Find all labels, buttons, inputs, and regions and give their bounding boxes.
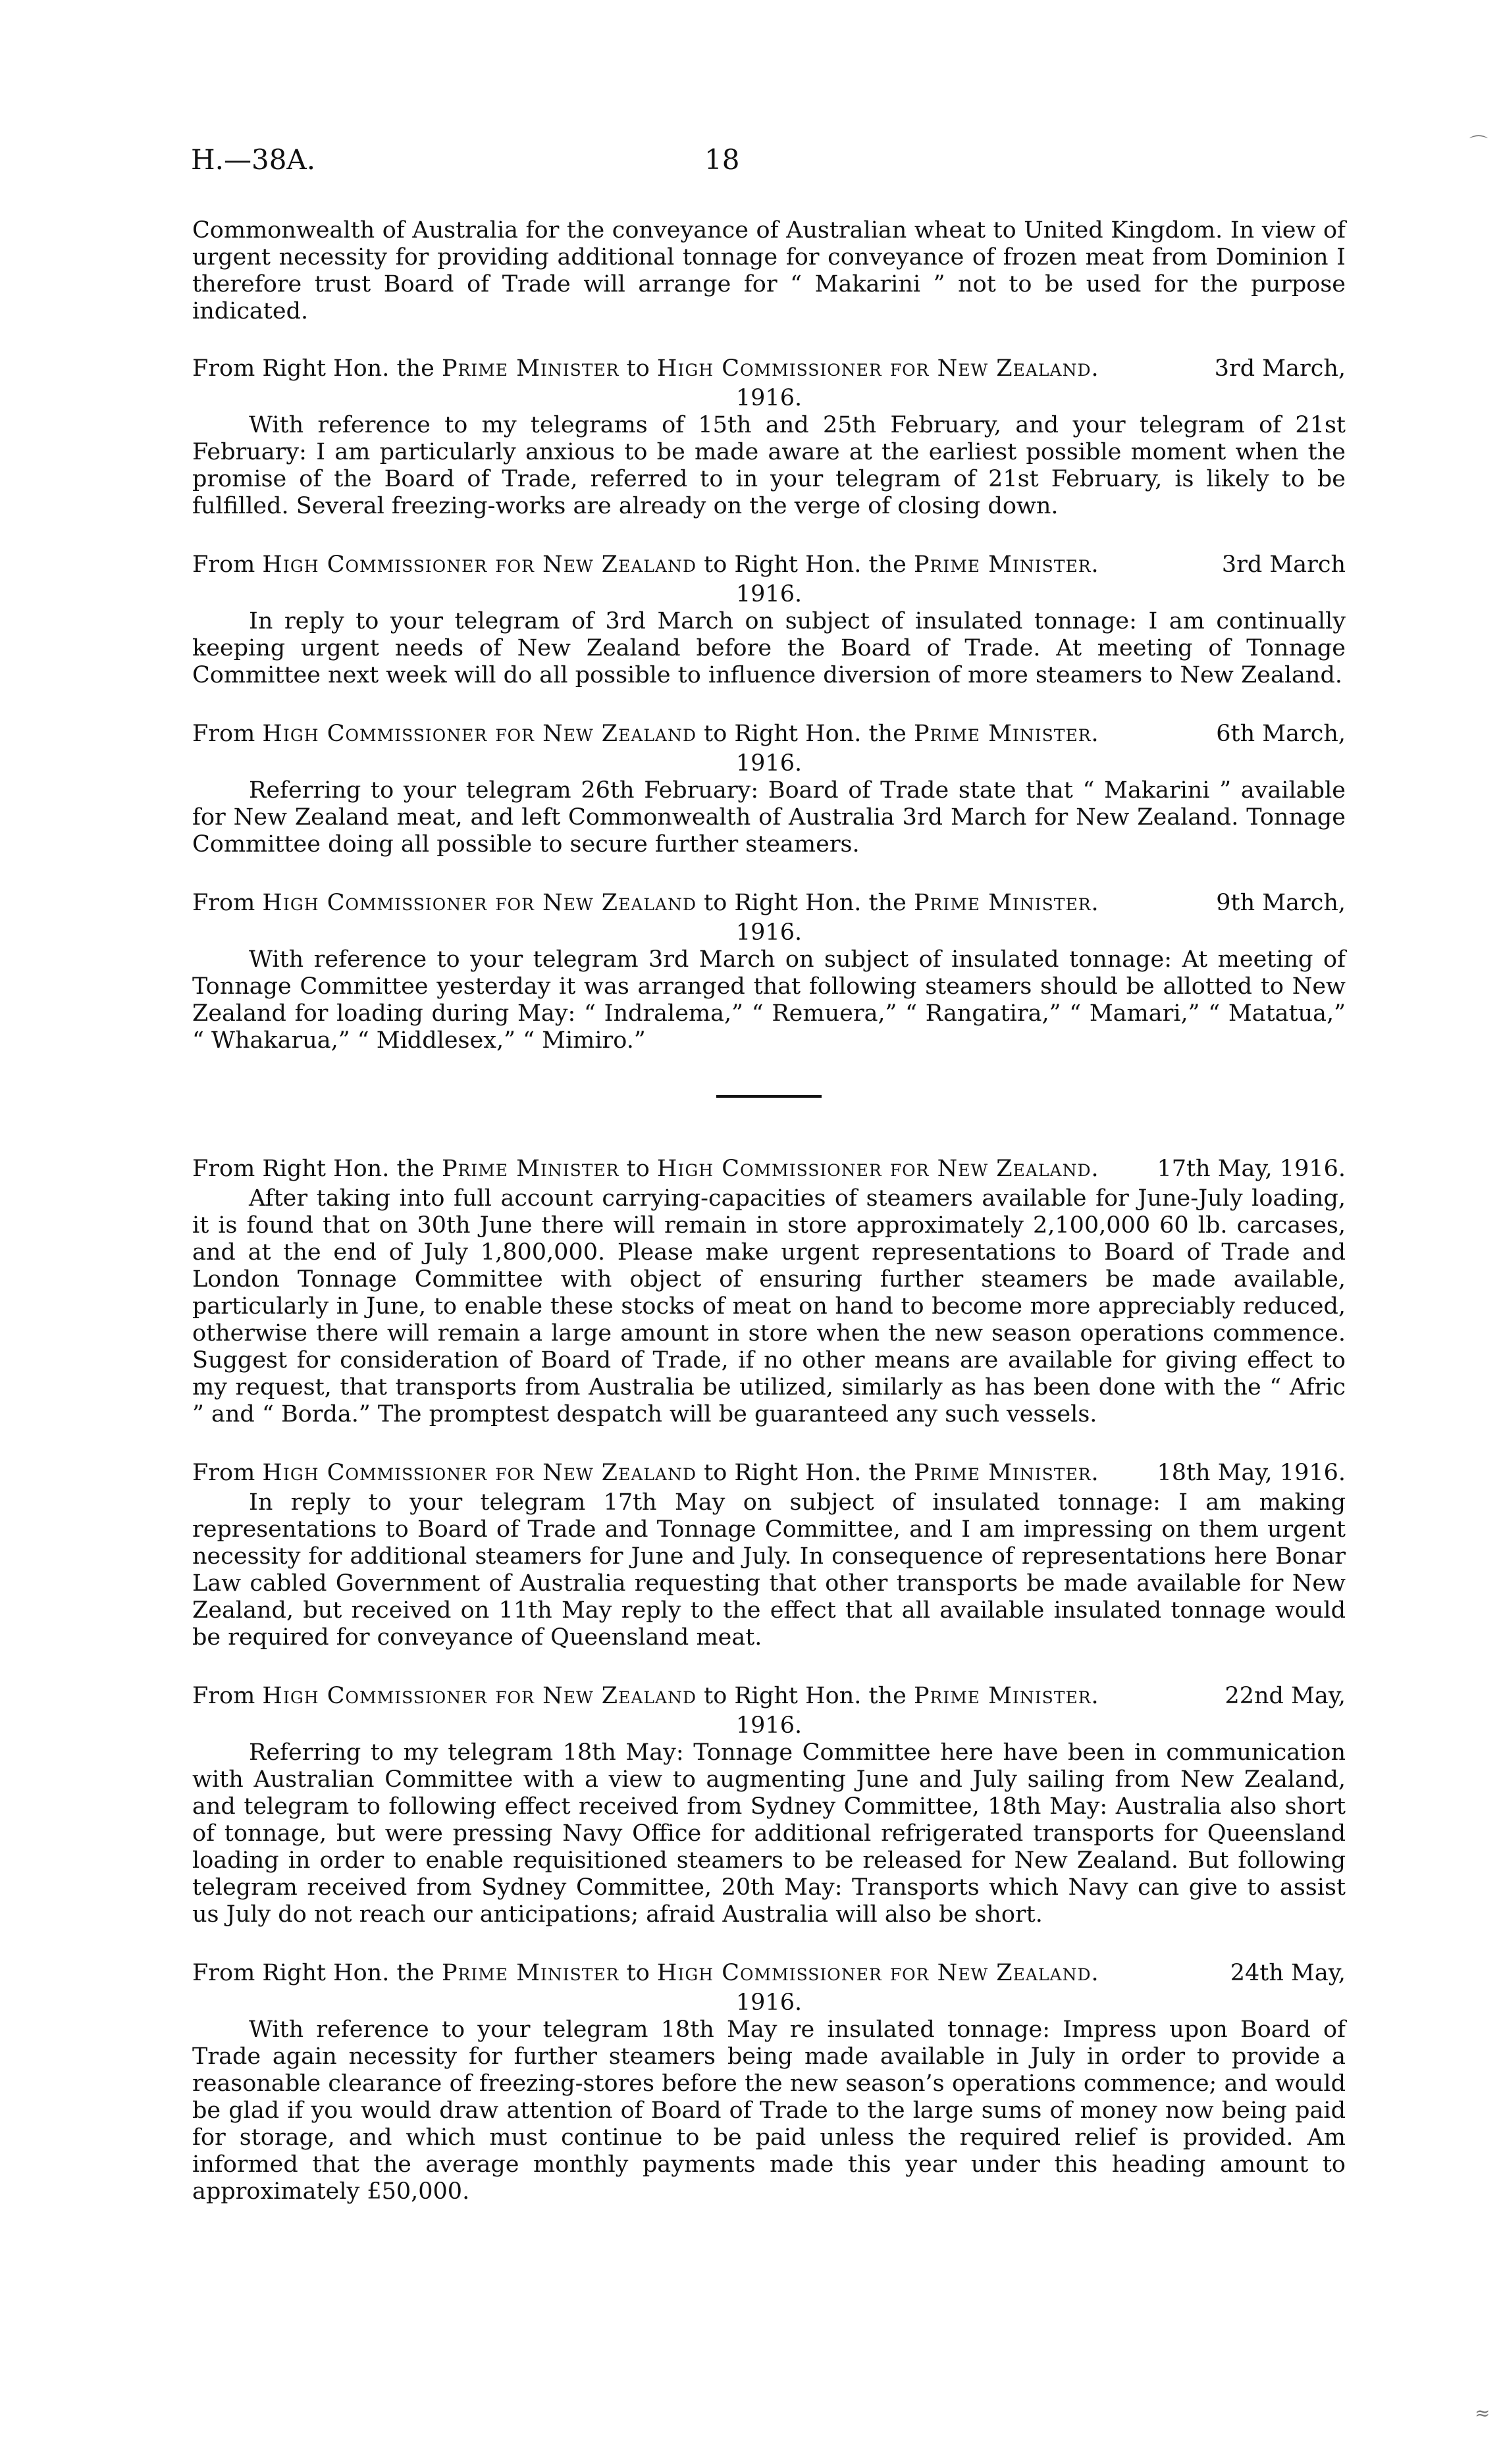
telegram-body: With reference to your telegram 3rd March on subject of insulated tonnage: At meeting of Tonnage Committee yesterday it was arranged that following steamers should be allotted to New Zealand for loading during May: “ Indralema,” “ Remuera,” “ Rangatira,” “ Mamari,” “ Matatua,” “ Whakarua,” “ Middlesex,” “ Mimiro.”	[192, 946, 1346, 1054]
telegram-body: With reference to my telegrams of 15th and 25th February, and your telegram of 21st February: I am particularly anxious to be made aware at the earliest possible moment when the promise of the Board of Trade, referred to in your telegram of 21st February, is likely to be fulfilled. Several freezing-works are already on the verge of closing down.	[192, 412, 1346, 519]
telegram-date: 17th May, 1916.	[1157, 1156, 1346, 1182]
telegram-header: From High Commissioner for New Zealand to Right Hon. the Prime Minister. 6th March,	[192, 721, 1346, 747]
telegram-4	[192, 890, 1346, 1054]
document-body	[192, 217, 1346, 2237]
telegram-1	[192, 355, 1346, 520]
telegram-date: 3rd March,	[1214, 355, 1346, 382]
telegram-year: 1916.	[735, 750, 803, 777]
intro-paragraph: Commonwealth of Australia for the conveyance of Australian wheat to United Kingdom. In view of urgent necessity for providing additional tonnage for conveyance of frozen meat from Dominion I therefore trust Board of Trade will arrange for “ Makarini ” not to be used for the purpose indicated.	[192, 217, 1346, 324]
margin-mark: ≈	[1475, 2402, 1490, 2424]
telegram-date: 3rd March	[1221, 552, 1346, 578]
telegram-body: In reply to your telegram 17th May on subject of insulated tonnage: I am making representations to Board of Trade and Tonnage Committee, and I am impressing on them urgent necessity for additional steamers for June and July. In consequence of representations here Bonar Law cabled Government of Australia requesting that other transports be made available for New Zealand, but received on 11th May reply to the effect that all available insulated tonnage would be required for conveyance of Queensland meat.	[192, 1489, 1346, 1651]
telegram-year: 1916.	[735, 1712, 803, 1739]
telegram-6	[192, 1460, 1346, 1651]
margin-mark: ⌒	[1469, 134, 1488, 155]
telegram-body: With reference to your telegram 18th May re insulated tonnage: Impress upon Board of Trade again necessity for further steamers being made available in July in order to provide a reasonable clearance of freezing-stores before the new season’s operations commence; and would be glad if you would draw attention of Board of Trade to the large sums of money now being paid for storage, and which must continue to be paid unless the required relief is provided. Am informed that the average monthly payments made this year under this heading amount to approximately £50,000.	[192, 2016, 1346, 2205]
telegram-body: After taking into full account carrying-capacities of steamers available for June-July loading, it is found that on 30th June there will remain in store approximately 2,100,000 60 lb. carcases, and at the end of July 1,800,000. Please make urgent representations to Board of Trade and London Tonnage Committee with object of ensuring further steamers be made available, particularly in June, to enable these stocks of meat on hand to become more appreciably reduced, otherwise there will remain a large amount in store when the new season operations commence. Suggest for consideration of Board of Trade, if no other means are available for giving effect to my request, that transports from Australia be utilized, similarly as has been done with the “ Afric ” and “ Borda.” The promptest despatch will be guaranteed any such vessels.	[192, 1185, 1346, 1427]
telegram-8	[192, 1960, 1346, 2205]
telegram-body: Referring to my telegram 18th May: Tonnage Committee here have been in communication with Australian Committee with a view to augmenting June and July sailing from New Zealand, and telegram to following effect received from Sydney Committee, 18th May: Australia also short of tonnage, but were pressing Navy Office for additional refrigerated transports for Queensland loading in order to enable requisitioned steamers to be released for New Zealand. But following telegram received from Sydney Committee, 20th May: Transports which Navy can give to assist us July do not reach our anticipations; afraid Australia will also be short.	[192, 1739, 1346, 1928]
telegram-date: 6th March,	[1216, 721, 1346, 747]
telegram-date: 22nd May,	[1224, 1683, 1346, 1709]
document-reference: H.—38A.	[191, 143, 316, 176]
telegram-header: From High Commissioner for New Zealand to Right Hon. the Prime Minister. 3rd March	[192, 552, 1346, 578]
telegram-date: 18th May, 1916.	[1157, 1460, 1346, 1486]
telegram-date: 9th March,	[1216, 890, 1346, 916]
section-divider	[716, 1095, 822, 1098]
telegram-5	[192, 1156, 1346, 1428]
telegram-header: From Right Hon. the Prime Minister to High Commissioner for New Zealand. 17th May, 1916.	[192, 1156, 1346, 1182]
telegram-year: 1916.	[735, 919, 803, 946]
telegram-year: 1916.	[735, 1989, 803, 2016]
page-header	[191, 143, 1346, 186]
page-number: 18	[704, 143, 740, 176]
telegram-3	[192, 721, 1346, 858]
telegram-header: From Right Hon. the Prime Minister to High Commissioner for New Zealand. 24th May,	[192, 1960, 1346, 1986]
telegram-header: From High Commissioner for New Zealand to Right Hon. the Prime Minister. 18th May, 1916.	[192, 1460, 1346, 1486]
telegram-header: From Right Hon. the Prime Minister to High Commissioner for New Zealand. 3rd March,	[192, 355, 1346, 382]
telegram-body: In reply to your telegram of 3rd March on subject of insulated tonnage: I am continually keeping urgent needs of New Zealand before the Board of Trade. At meeting of Tonnage Committee next week will do all possible to influence diversion of more steamers to New Zealand.	[192, 608, 1346, 688]
telegram-2	[192, 552, 1346, 689]
telegram-year: 1916.	[735, 581, 803, 607]
telegram-header: From High Commissioner for New Zealand to Right Hon. the Prime Minister. 22nd May,	[192, 1683, 1346, 1709]
telegram-7	[192, 1683, 1346, 1928]
telegram-year: 1916.	[735, 385, 803, 411]
telegram-body: Referring to your telegram 26th February: Board of Trade state that “ Makarini ” available for New Zealand meat, and left Commonwealth of Australia 3rd March for New Zealand. Tonnage Committee doing all possible to secure further steamers.	[192, 777, 1346, 858]
telegram-header: From High Commissioner for New Zealand to Right Hon. the Prime Minister. 9th March,	[192, 890, 1346, 916]
telegram-date: 24th May,	[1230, 1960, 1346, 1986]
